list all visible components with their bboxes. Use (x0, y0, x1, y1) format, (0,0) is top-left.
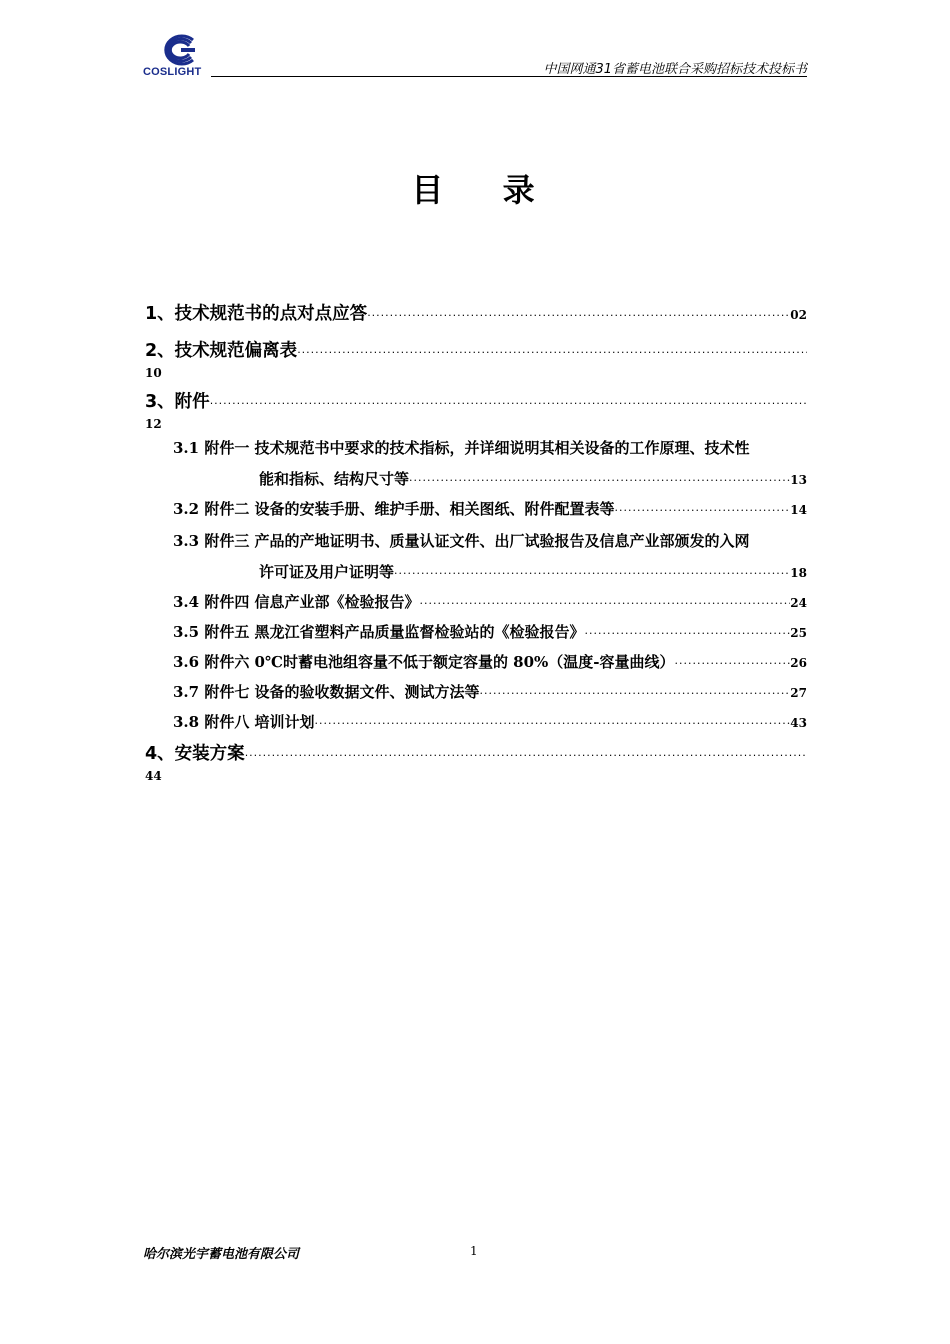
dot-leader (409, 474, 790, 487)
toc-label: 3.8 附件八 培训计划 (173, 713, 315, 731)
toc-entry-2[interactable] (145, 337, 807, 380)
toc-label-line1: 3.1 附件一 技术规范书中要求的技术指标，并详细说明其相关设备的工作原理、技术性 (173, 439, 750, 457)
page-title: 目 录 (411, 171, 559, 209)
toc-entry-3-1[interactable] (145, 437, 807, 489)
toc-page: 26 (790, 656, 807, 670)
toc-label: 3.2 附件二 设备的安装手册、维护手册、相关图纸、附件配置表等 (173, 500, 615, 518)
toc-entry-3-3[interactable] (145, 530, 807, 582)
toc-label: 1、技术规范书的点对点应答 (145, 304, 368, 324)
toc-page: 44 (145, 769, 162, 783)
toc-page: 18 (790, 566, 807, 580)
toc-label: 3.6 附件六 0℃时蓄电池组容量不低于额定容量的 80%（温度-容量曲线） (173, 653, 675, 671)
toc-entry-3[interactable] (145, 388, 807, 431)
toc-page: 24 (790, 596, 807, 610)
toc-entry-1[interactable] (145, 300, 807, 325)
toc-entry-4[interactable] (145, 740, 807, 783)
toc-page: 43 (790, 716, 807, 730)
toc-page: 13 (790, 473, 807, 487)
table-of-contents (145, 300, 807, 783)
toc-entry-3-2[interactable] (145, 498, 807, 519)
logo-text: COSLIGHT (143, 66, 202, 78)
toc-page: 12 (145, 417, 162, 431)
toc-label-line1: 3.3 附件三 产品的产地证明书、质量认证文件、出厂试验报告及信息产业部颁发的入网 (173, 532, 750, 550)
dot-leader (315, 717, 791, 730)
toc-entry-3-6[interactable] (145, 651, 807, 672)
toc-label-line2: 许可证及用户证明等 (259, 563, 395, 581)
toc-label: 2、技术规范偏离表 (145, 341, 298, 361)
dot-leader (585, 627, 791, 640)
toc-label: 4、安装方案 (145, 744, 245, 764)
toc-entry-3-7[interactable] (145, 681, 807, 702)
toc-entry-3-5[interactable] (145, 621, 807, 642)
toc-page: 10 (145, 366, 162, 380)
dot-leader (297, 346, 807, 359)
toc-label: 3、附件 (145, 392, 210, 412)
dot-leader (480, 687, 791, 700)
toc-label: 3.4 附件四 信息产业部《检验报告》 (173, 593, 420, 611)
toc-label: 3.5 附件五 黑龙江省塑料产品质量监督检验站的《检验报告》 (173, 623, 585, 641)
dot-leader (394, 567, 790, 580)
header-document-title: 中国网通31省蓄电池联合采购招标技术投标书 (543, 62, 807, 77)
dot-leader (675, 657, 791, 670)
toc-label-line2: 能和指标、结构尺寸等 (259, 470, 410, 488)
toc-entry-3-4[interactable] (145, 591, 807, 612)
toc-page: 02 (790, 308, 807, 322)
footer-company-name: 哈尔滨光宇蓄电池有限公司 (143, 1247, 300, 1262)
dot-leader (615, 504, 791, 517)
toc-label: 3.7 附件七 设备的验收数据文件、测试方法等 (173, 683, 480, 701)
footer-page-number: 1 (470, 1244, 478, 1258)
page-header (143, 34, 807, 80)
dot-leader (420, 597, 791, 610)
dot-leader (210, 397, 807, 410)
dot-leader (245, 749, 807, 762)
toc-page: 14 (790, 503, 807, 517)
toc-page: 25 (790, 626, 807, 640)
toc-entry-3-8[interactable] (145, 711, 807, 732)
dot-leader (367, 309, 790, 322)
toc-page: 27 (790, 686, 807, 700)
coslight-c-icon (155, 34, 199, 66)
header-rule (211, 76, 807, 77)
company-logo (143, 34, 213, 78)
